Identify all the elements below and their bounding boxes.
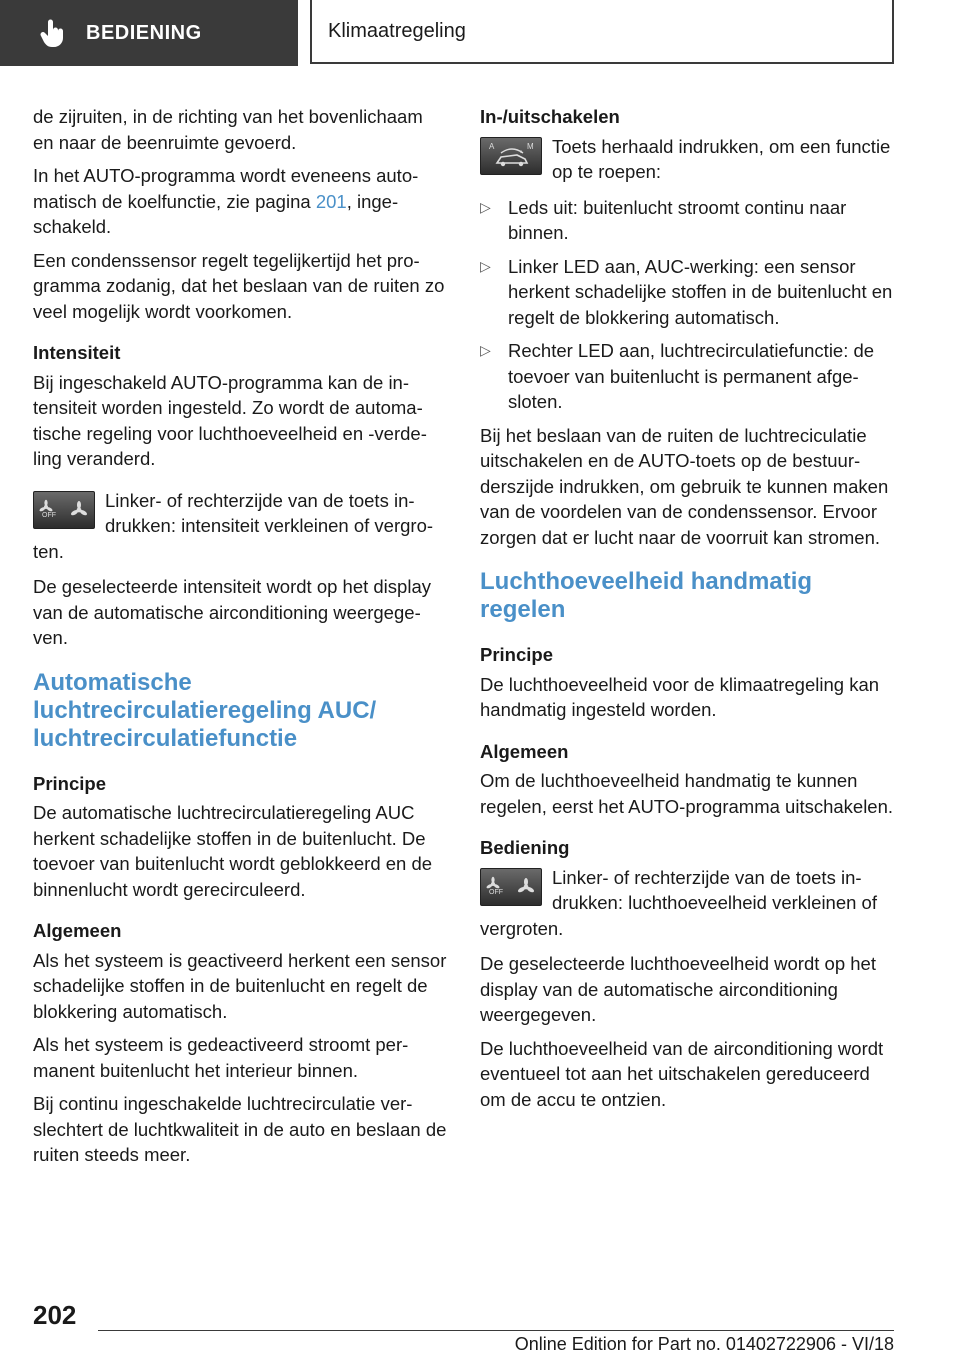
text-span: , ingeschakeld. bbox=[33, 190, 399, 237]
page-header bbox=[0, 0, 960, 66]
list-item-text: Rechter LED aan, luchtrecirculatiefunctie: de toevoer van buitenlucht is permanent afgesloten. bbox=[508, 340, 875, 412]
page-reference-link[interactable]: 201 bbox=[315, 190, 347, 212]
section-title: BEDIENING bbox=[86, 21, 202, 44]
button-instruction-text: Toets herhaald indrukken, om een functie op te roepen: bbox=[552, 135, 891, 182]
text-span: In het AUTO-programma wordt eveneens automatisch de koelfunctie, zie pagina bbox=[33, 165, 419, 212]
paragraph: De automatische luchtrecirculatieregeling AUC herkent schadelijke stoffen in de buitenlucht. De toevoer van buitenlucht wordt geblokkeerd en de binnenlucht wordt gerecirculeerd. bbox=[33, 802, 433, 900]
button-instruction bbox=[480, 134, 894, 185]
recirculation-button-icon bbox=[480, 137, 542, 175]
paragraph: Bij continu ingeschakelde luchtrecirculatie verslechtert de luchtkwaliteit in de auto en beslaan de ruiten steeds meer. bbox=[33, 1093, 447, 1165]
section-heading-auc: Automatische luchtrecirculatieregeling AUC/ luchtrecirculatiefunctie bbox=[33, 668, 377, 752]
fan-button-icon bbox=[33, 491, 95, 529]
auto-letter: A bbox=[489, 141, 495, 151]
button-instruction-text: Linker- of rechterzijde van de toets indrukken: intensiteit verkleinen of vergroten. bbox=[33, 489, 434, 562]
paragraph: de zijruiten, in de richting van het bovenlichaam en naar de beenruimte gevoerd. bbox=[33, 106, 423, 153]
button-instruction-text: Linker- of rechterzijde van de toets indrukken: luchthoeveelheid verkleinen of vergroten. bbox=[480, 866, 877, 939]
paragraph: Om de luchthoeveelheid handmatig te kunnen regelen, eerst het AUTO-programma uitschakelen. bbox=[480, 770, 894, 817]
manual-letter: M bbox=[527, 141, 534, 151]
edition-info: Online Edition for Part no. 01402722906 - VI/18 bbox=[514, 1334, 894, 1354]
footer-divider bbox=[98, 1330, 894, 1331]
list-item-text: Leds uit: buitenlucht stroomt continu naar binnen. bbox=[508, 196, 847, 243]
paragraph: Bij het beslaan van de ruiten de luchtreciculatie uitschakelen en de AUTO-toets op de bestuurderszijde indrukken, om gebruik te kunnen maken van de voordelen van de condenssensor. Ervoor zorgen dat er lucht naar de voorruit kan stromen. bbox=[480, 424, 889, 548]
subheading-onoff: In-/uitschakelen bbox=[480, 106, 620, 127]
list-item bbox=[480, 195, 894, 246]
triangle-bullet-icon: ▷ bbox=[480, 342, 491, 358]
list-item bbox=[480, 338, 894, 415]
subheading-principle: Principe bbox=[33, 772, 106, 794]
subheading-operation: Bediening bbox=[480, 837, 570, 858]
subheading-general: Algemeen bbox=[480, 740, 569, 762]
paragraph bbox=[33, 163, 447, 240]
right-column bbox=[480, 104, 894, 1120]
paragraph: Bij ingeschakeld AUTO-programma kan de intensiteit worden ingesteld. Zo wordt de automatische regeling voor luchthoeveelheid en -verdeling veranderd. bbox=[33, 371, 427, 469]
button-instruction bbox=[480, 865, 894, 942]
page-footer bbox=[0, 1290, 960, 1362]
hand-pointer-icon bbox=[40, 18, 66, 48]
list-item-text: Linker LED aan, AUC-werking: een sensor herkent schadelijke stoffen in de buitenlucht en regelt de blokkering automatisch. bbox=[508, 255, 893, 328]
chapter-title: Klimaatregeling bbox=[328, 19, 466, 42]
paragraph: De luchthoeveelheid voor de klimaatregeling kan handmatig ingesteld worden. bbox=[480, 673, 880, 720]
section-heading-manual-airflow: Luchthoeveelheid handmatig regelen bbox=[480, 568, 813, 623]
triangle-bullet-icon: ▷ bbox=[480, 198, 491, 215]
subheading-intensity: Intensiteit bbox=[33, 342, 121, 363]
paragraph: De geselecteerde luchthoeveelheid wordt op het display van de automatische airconditioning weergegeven. bbox=[480, 953, 876, 1025]
section-tab bbox=[0, 0, 298, 66]
page-number: 202 bbox=[33, 1300, 77, 1330]
list-item bbox=[480, 254, 894, 331]
fan-button-icon bbox=[480, 868, 542, 906]
chapter-tab bbox=[310, 0, 894, 64]
off-label: OFF bbox=[489, 888, 503, 896]
subheading-general: Algemeen bbox=[33, 920, 122, 941]
paragraph: De geselecteerde intensiteit wordt op het display van de automatische airconditioning weergegeven. bbox=[33, 576, 431, 648]
subheading-principle: Principe bbox=[480, 644, 553, 665]
paragraph: Als het systeem is geactiveerd herkent een sensor schadelijke stoffen in de buitenlucht en regelt de blokkering automatisch. bbox=[33, 949, 447, 1022]
paragraph: Een condenssensor regelt tegelijkertijd het programma zodanig, dat het beslaan van de ruiten zo veel mogelijk wordt voorkomen. bbox=[33, 249, 445, 322]
button-instruction bbox=[33, 488, 447, 565]
triangle-bullet-icon: ▷ bbox=[480, 257, 491, 274]
function-list bbox=[480, 195, 894, 415]
off-label: OFF bbox=[42, 511, 56, 519]
paragraph: De luchthoeveelheid van de airconditioning wordt eventueel tot aan het uitschakelen gereduceerd om de accu te ontzien. bbox=[480, 1037, 884, 1110]
left-column bbox=[33, 104, 447, 1176]
paragraph: Als het systeem is gedeactiveerd stroomt permanent buitenlucht het interieur binnen. bbox=[33, 1034, 409, 1081]
